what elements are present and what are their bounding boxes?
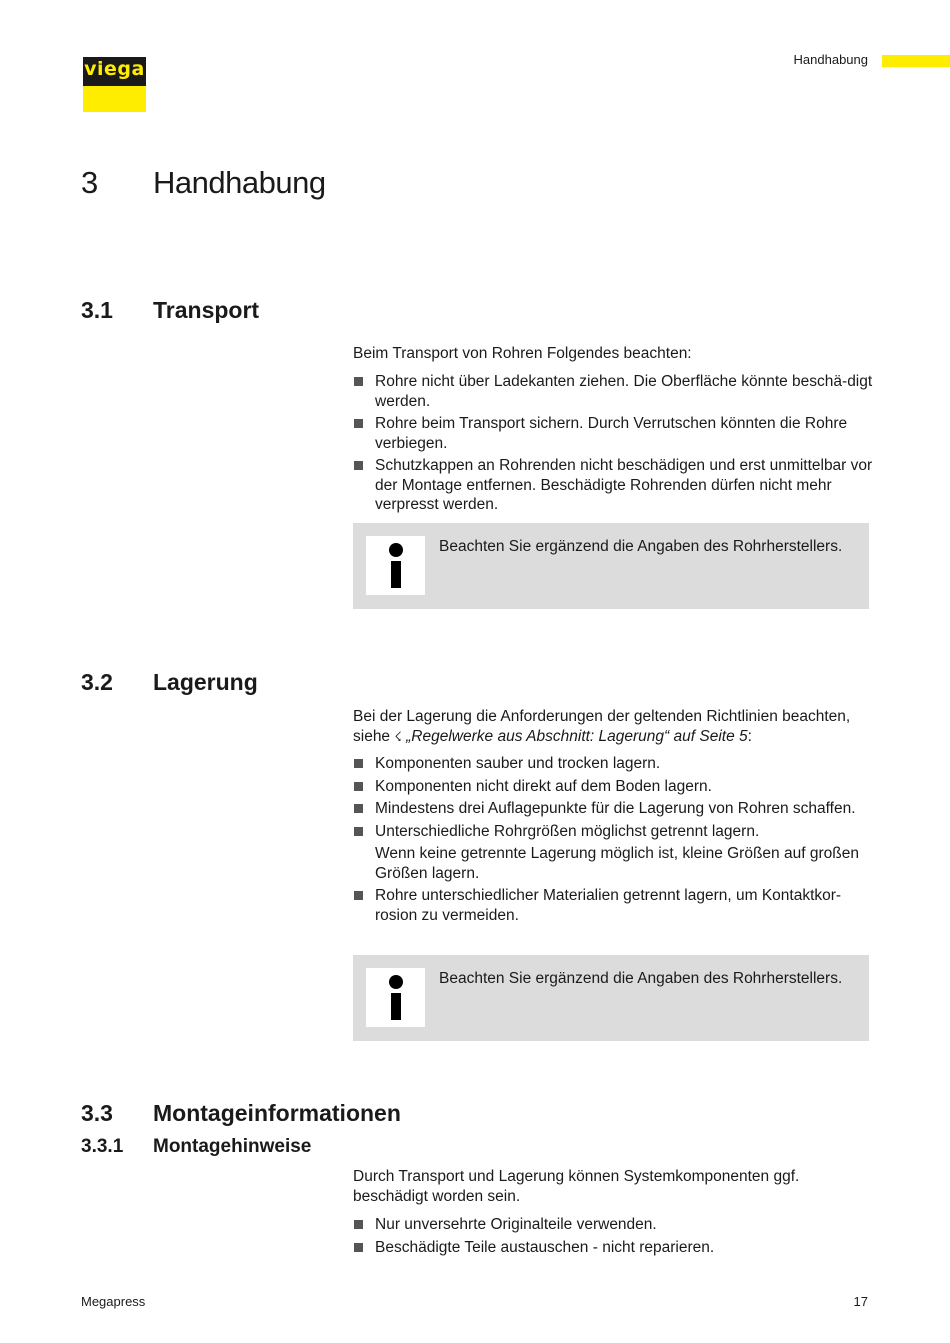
transport-list [353,372,873,518]
transport-intro: Beim Transport von Rohren Folgendes beachten: [353,345,692,362]
footer-product: Megapress [81,1294,146,1309]
info-box-lagerung [353,955,869,1041]
subsection-title: Montagehinweise [153,1136,312,1157]
section-title-montage: Montageinformationen [153,1100,401,1126]
chapter-number: 3 [81,165,98,200]
bullet-icon [354,1243,363,1252]
list-item: Unterschiedliche Rohrgrößen möglichst getrennt lagern. Wenn keine getrennte Lagerung möglich ist, kleine Größen auf großen Größen lagern. [353,822,873,884]
bullet-icon [354,759,363,768]
running-head: Handhabung [793,52,868,67]
bullet-icon [354,1220,363,1229]
logo-yellow-block [83,86,146,112]
bullet-icon [354,461,363,470]
bullet-icon [354,891,363,900]
list-item: Nur unversehrte Originalteile verwenden. [353,1215,873,1235]
bullet-icon [354,377,363,386]
section-number-lagerung: 3.2 [81,669,113,695]
list-item: Rohre unterschiedlicher Materialien getrennt lagern, um Kontaktkor-rosion zu vermeiden. [353,886,873,925]
list-item: Schutzkappen an Rohrenden nicht beschädigen und erst unmittelbar vor der Montage entfernen. Beschädigte Rohrenden dürfen nicht mehr verpresst werden. [353,456,873,515]
section-title-transport: Transport [153,297,260,323]
list-item: Komponenten sauber und trocken lagern. [353,754,873,774]
montage-intro: Durch Transport und Lagerung können Systemkomponenten ggf. beschädigt worden sein. [353,1168,800,1205]
cross-reference-link[interactable]: „Regelwerke aus Abschnitt: Lagerung“ auf Seite 5 [406,727,748,745]
bullet-icon [354,419,363,428]
lagerung-list [353,754,873,928]
info-text: Beachten Sie ergänzend die Angaben des Rohrherstellers. [439,970,843,987]
info-text: Beachten Sie ergänzend die Angaben des Rohrherstellers. [439,538,843,555]
lagerung-intro: Bei der Lagerung die Anforderungen der geltenden Richtlinien beachten, siehe ☇ „Regelwerke aus Abschnitt: Lagerung“ auf Seite 5: [353,708,851,745]
list-item: Rohre beim Transport sichern. Durch Verrutschen könnten die Rohre verbiegen. [353,414,873,453]
list-item: Mindestens drei Auflagepunkte für die Lagerung von Rohren schaffen. [353,799,873,819]
subsection-number: 3.3.1 [81,1136,124,1157]
chapter-title: Handhabung [153,165,326,200]
list-item: Komponenten nicht direkt auf dem Boden lagern. [353,777,873,797]
running-head-bar [882,55,950,67]
montage-list [353,1215,873,1260]
list-item-note: Wenn keine getrennte Lagerung möglich ist, kleine Größen auf großen Größen lagern. [375,845,859,882]
page-number: 17 [853,1294,868,1309]
info-box-transport [353,523,869,609]
bullet-icon [354,782,363,791]
viega-logo [83,57,146,112]
section-number-montage: 3.3 [81,1100,113,1126]
cross-reference-icon: ☇ [394,728,402,744]
info-icon [366,968,425,1027]
bullet-icon [354,804,363,813]
logo-text: viega [84,58,145,80]
list-item: Rohre nicht über Ladekanten ziehen. Die Oberfläche könnte beschä-digt werden. [353,372,873,411]
section-title-lagerung: Lagerung [153,669,258,695]
section-number-transport: 3.1 [81,297,113,323]
bullet-icon [354,827,363,836]
list-item: Beschädigte Teile austauschen - nicht reparieren. [353,1238,873,1258]
info-icon [366,536,425,595]
